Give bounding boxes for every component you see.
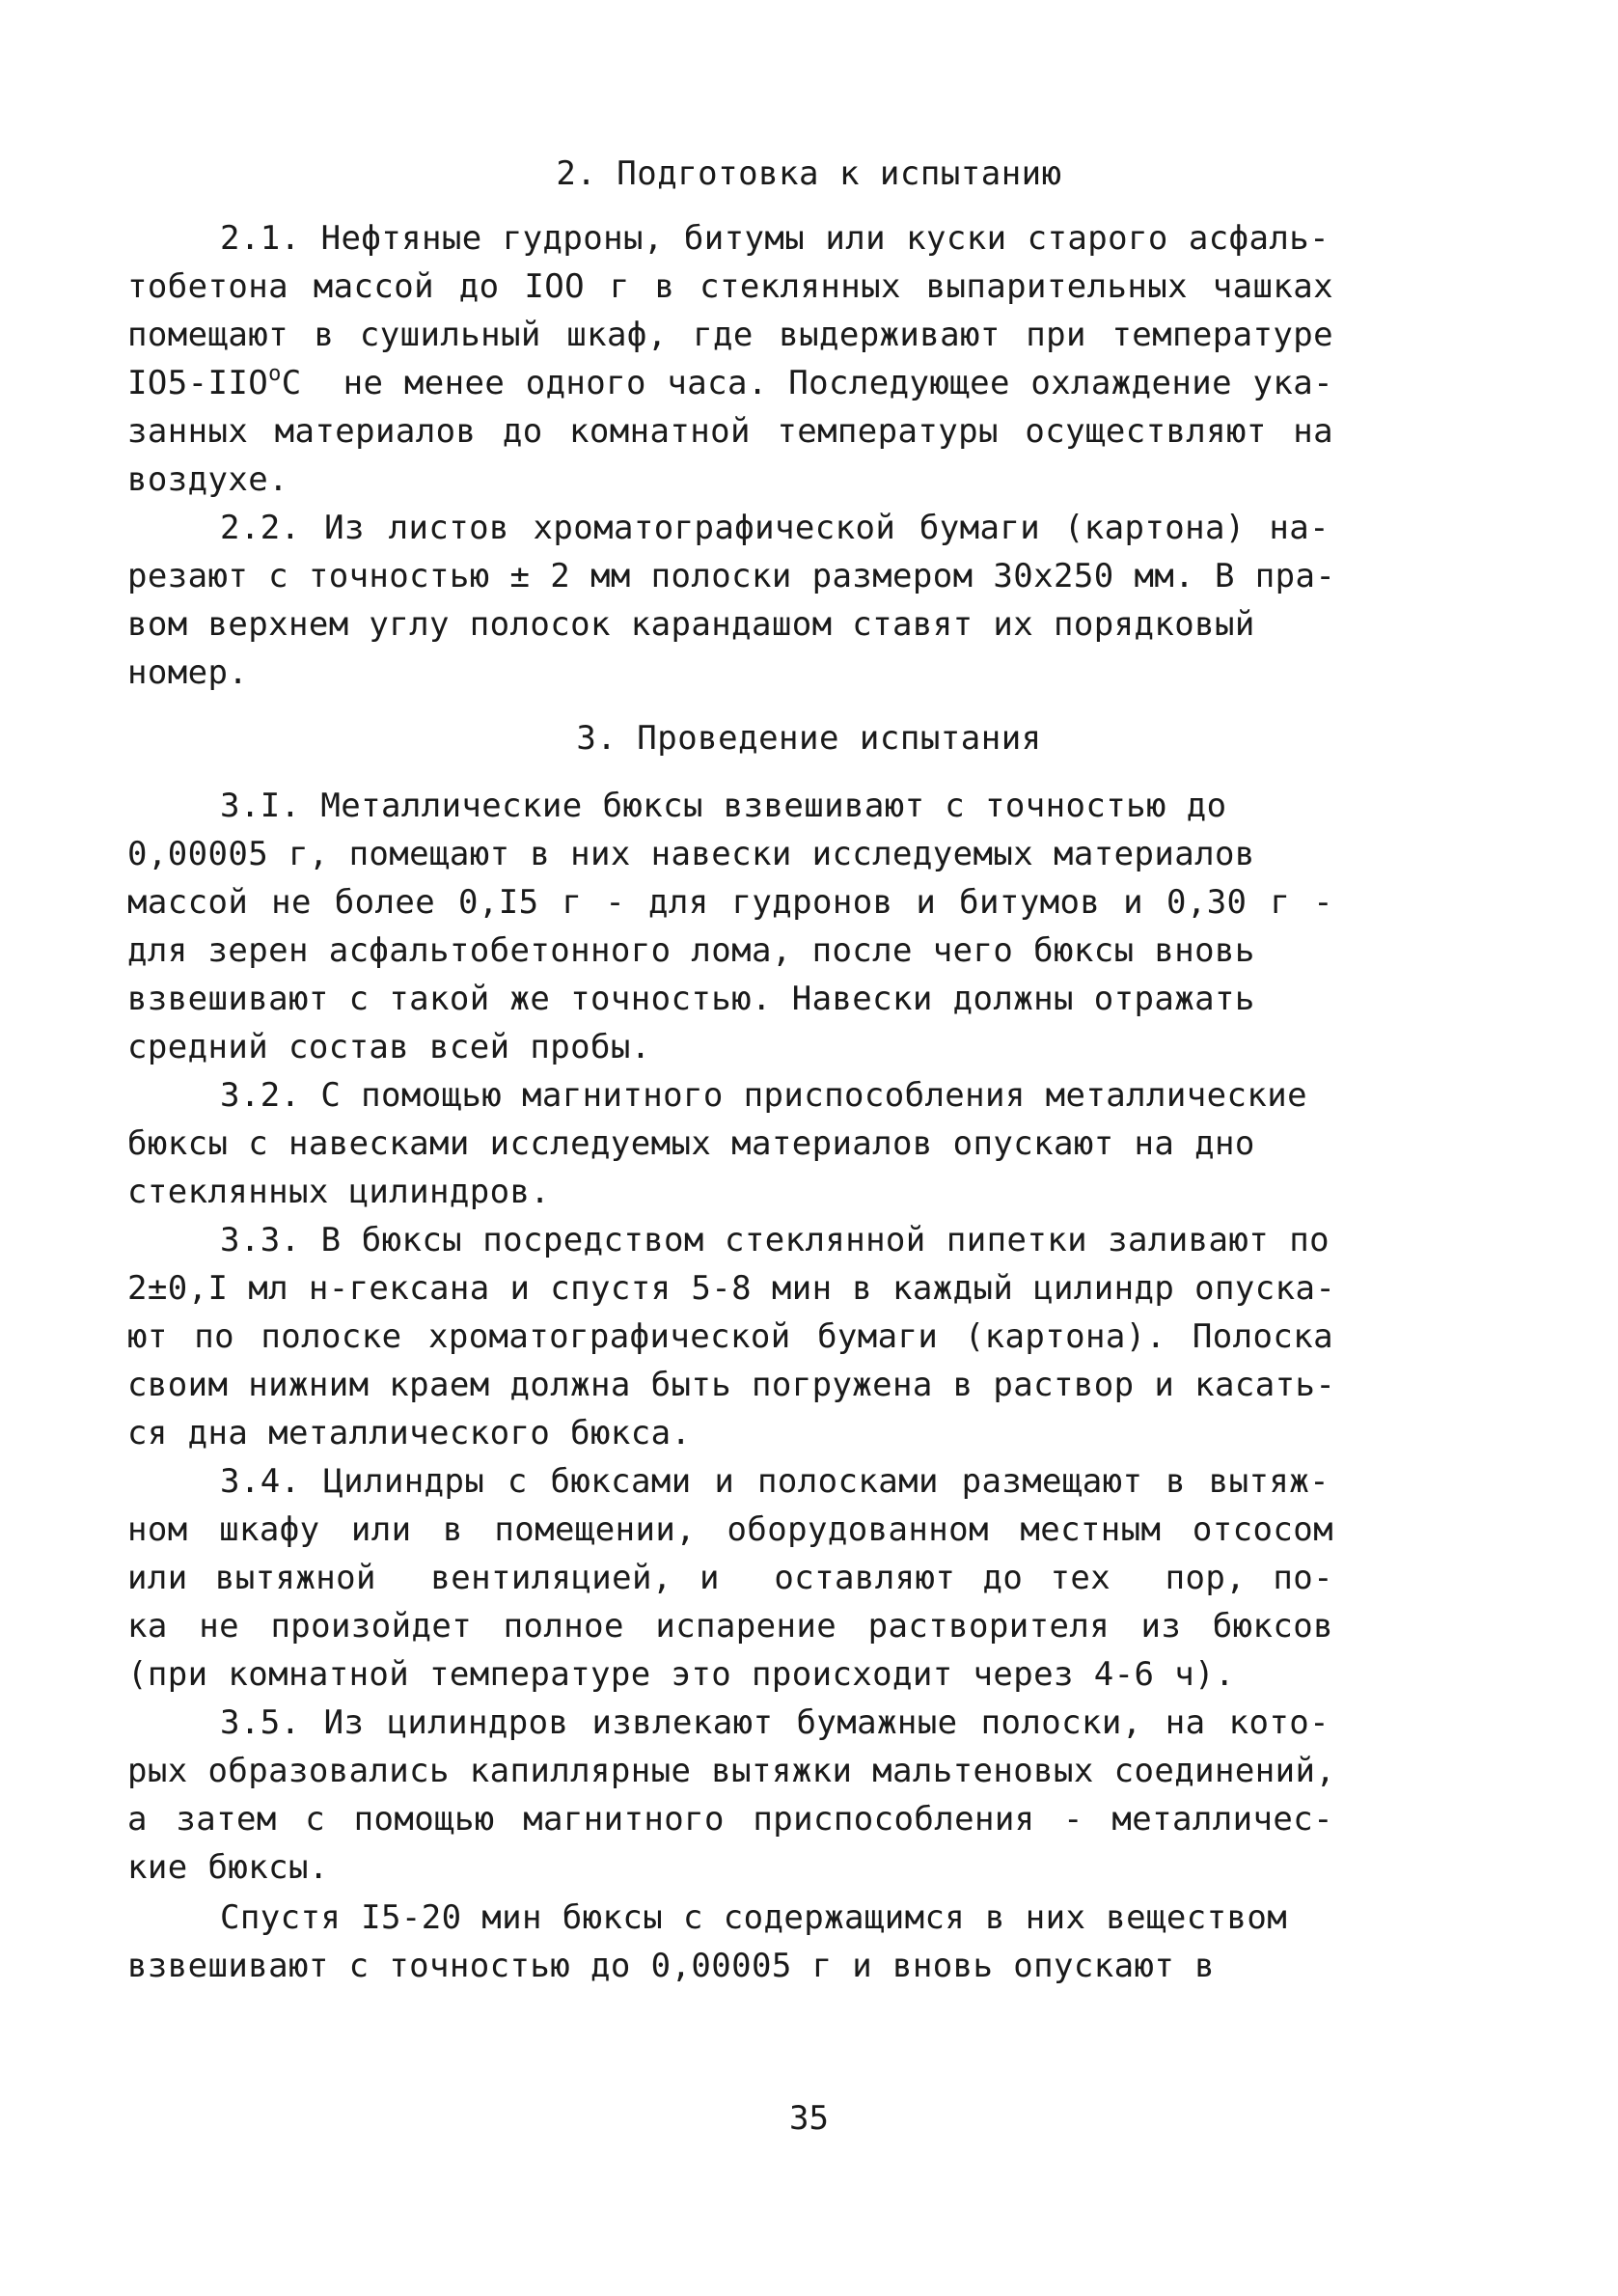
paragraph-2-1-line: помещают в сушильный шкаф, где выдерживают при температуре (127, 316, 1333, 354)
paragraph-2-1-line-rest: С не менее одного часа. Последующее охлаждение ука- (281, 364, 1333, 402)
paragraph-3-2-line: стеклянных цилиндров. (127, 1173, 551, 1211)
paragraph-3-3-line: ют по полоске хроматографической бумаги (картона). Полоска (127, 1317, 1333, 1356)
paragraph-3-6-line: взвешивают с точностью до 0,00005 г и вновь опускают в (127, 1947, 1215, 1985)
paragraph-2-2-line: вом верхнем углу полосок карандашом ставят их порядковый (127, 605, 1255, 644)
paragraph-3-4-line: 3.4. Цилиндры с бюксами и полосками размещают в вытяж- (220, 1462, 1330, 1501)
paragraph-3-5-line: рых образовались капиллярные вытяжки мальтеновых соединений, (127, 1752, 1336, 1790)
paragraph-3-1-line: 3.I. Металлические бюксы взвешивают с точностью до (220, 787, 1227, 825)
paragraph-2-2-line: 2.2. Из листов хроматографической бумаги (картона) на- (220, 509, 1330, 547)
paragraph-3-3-line: 2±0,I мл н-гексана и спустя 5-8 мин в каждый цилиндр опуска- (127, 1269, 1336, 1308)
paragraph-3-4-line: ка не произойдет полное испарение растворителя из бюксов (127, 1607, 1333, 1646)
paragraph-3-1-line: для зерен асфальтобетонного лома, после чего бюксы вновь (127, 931, 1255, 970)
page-number: 35 (789, 2099, 829, 2138)
paragraph-3-5-line: кие бюксы. (127, 1848, 329, 1887)
paragraph-3-5-line: а затем с помощью магнитного приспособления - металличес- (127, 1800, 1333, 1839)
paragraph-3-4-line: или вытяжной вентиляцией, и оставляют до тех пор, по- (127, 1559, 1333, 1597)
paragraph-3-3-line: 3.3. В бюксы посредством стеклянной пипетки заливают по (220, 1221, 1330, 1259)
paragraph-2-1-line: воздухе. (127, 460, 288, 499)
paragraph-2-1-line: тобетона массой до IOO г в стеклянных выпарительных чашках (127, 267, 1333, 306)
paragraph-3-1-line: массой не более 0,I5 г - для гудронов и битумов и 0,30 г - (127, 883, 1333, 922)
paragraph-2-1-line (127, 359, 1333, 407)
section-3-heading: 3. Проведение испытания (576, 719, 1042, 758)
paragraph-2-1-line: 2.1. Нефтяные гудроны, битумы или куски старого асфаль- (220, 219, 1330, 258)
section-2-heading: 2. Подготовка к испытанию (556, 154, 1062, 193)
temperature-range: IO5-IIO (127, 364, 269, 402)
paragraph-3-1-line: 0,00005 г, помещают в них навески исследуемых материалов (127, 835, 1255, 873)
paragraph-3-5-line: 3.5. Из цилиндров извлекают бумажные полоски, на кото- (220, 1703, 1330, 1742)
paragraph-3-2-line: бюксы с навесками исследуемых материалов опускают на дно (127, 1124, 1255, 1163)
paragraph-2-2-line: номер. (127, 653, 249, 692)
paragraph-3-1-line: средний состав всей пробы. (127, 1028, 651, 1066)
paragraph-2-1-line: занных материалов до комнатной температуры осуществляют на (127, 412, 1333, 451)
degree-superscript: o (268, 362, 282, 386)
paragraph-3-4-line: (при комнатной температуре это происходит через 4-6 ч). (127, 1655, 1235, 1694)
paragraph-3-6-line: Спустя I5-20 мин бюксы с содержащимся в них веществом (220, 1898, 1288, 1937)
paragraph-3-2-line: 3.2. С помощью магнитного приспособления металлические (220, 1076, 1307, 1115)
paragraph-2-2-line: резают с точностью ± 2 мм полоски размером 30х250 мм. В пра- (127, 557, 1336, 595)
paragraph-3-4-line: ном шкафу или в помещении, оборудованном местным отсосом (127, 1510, 1333, 1549)
paragraph-3-3-line: своим нижним краем должна быть погружена в раствор и касать- (127, 1366, 1336, 1404)
paragraph-3-1-line: взвешивают с такой же точностью. Навески должны отражать (127, 980, 1255, 1018)
paragraph-3-3-line: ся дна металлического бюкса. (127, 1414, 692, 1452)
